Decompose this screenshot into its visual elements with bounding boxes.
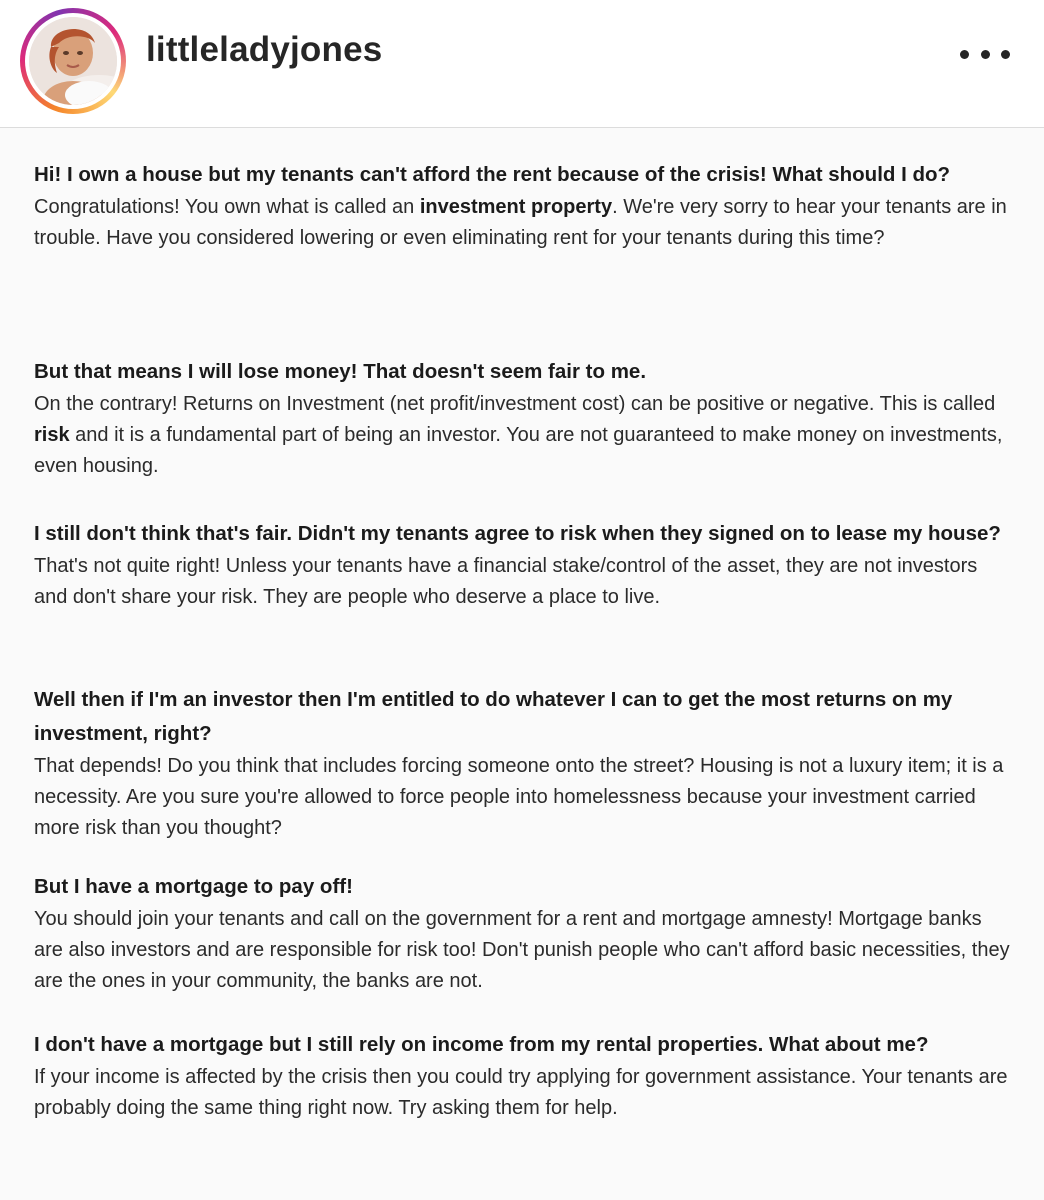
question-text: I don't have a mortgage but I still rely on income from my rental properties. What about me? [34,1033,929,1056]
qa-block [34,158,1014,254]
qa-block [34,517,1014,613]
answer-text: That depends! Do you think that includes forcing someone onto the street? Housing is not a luxury item; it is a necessity. Are you sure you're allowed to force people into homelessness because your investment carried more risk than you thought? [34,755,1004,839]
question-text: But I have a mortgage to pay off! [34,875,353,898]
qa-block [34,1028,1014,1124]
answer-text: If your income is affected by the crisis then you could try applying for government assistance. Your tenants are probably doing the same thing right now. Try asking them for help. [34,1066,1008,1119]
answer-text: Congratulations! You own what is called an investment property. We're very sorry to hear your tenants are in trouble. Have you considered lowering or even eliminating rent for your tenants during this time? [34,196,1007,249]
answer-text: On the contrary! Returns on Investment (net profit/investment cost) can be positive or negative. This is called risk and it is a fundamental part of being an investor. You are not guaranteed to make money on investments, even housing. [34,393,1003,477]
avatar-photo [29,17,117,105]
username[interactable]: littleladyjones [146,30,383,69]
more-options-button[interactable] [960,36,1010,72]
avatar[interactable] [29,17,117,105]
story-ring[interactable] [20,8,126,114]
qa-block [34,683,1014,844]
question-text: Hi! I own a house but my tenants can't afford the rent because of the crisis! What should I do? [34,163,951,186]
dot-icon [981,50,990,59]
dot-icon [960,50,969,59]
qa-block [34,355,1014,482]
question-text: But that means I will lose money! That doesn't seem fair to me. [34,360,647,383]
qa-block [34,870,1014,997]
dot-icon [1001,50,1010,59]
avatar-border [25,13,121,109]
question-text: Well then if I'm an investor then I'm entitled to do whatever I can to get the most returns on my investment, right? [34,688,953,745]
post-header [0,0,1044,128]
answer-text: That's not quite right! Unless your tenants have a financial stake/control of the asset, they are not investors and don't share your risk. They are people who deserve a place to live. [34,555,978,608]
question-text: I still don't think that's fair. Didn't my tenants agree to risk when they signed on to lease my house? [34,522,1001,545]
post-image [0,128,1044,1200]
answer-text: You should join your tenants and call on the government for a rent and mortgage amnesty! Mortgage banks are also investors and are responsible for risk too! Don't punish people who can't afford basic necessities, they are the ones in your community, the banks are not. [34,908,1010,992]
